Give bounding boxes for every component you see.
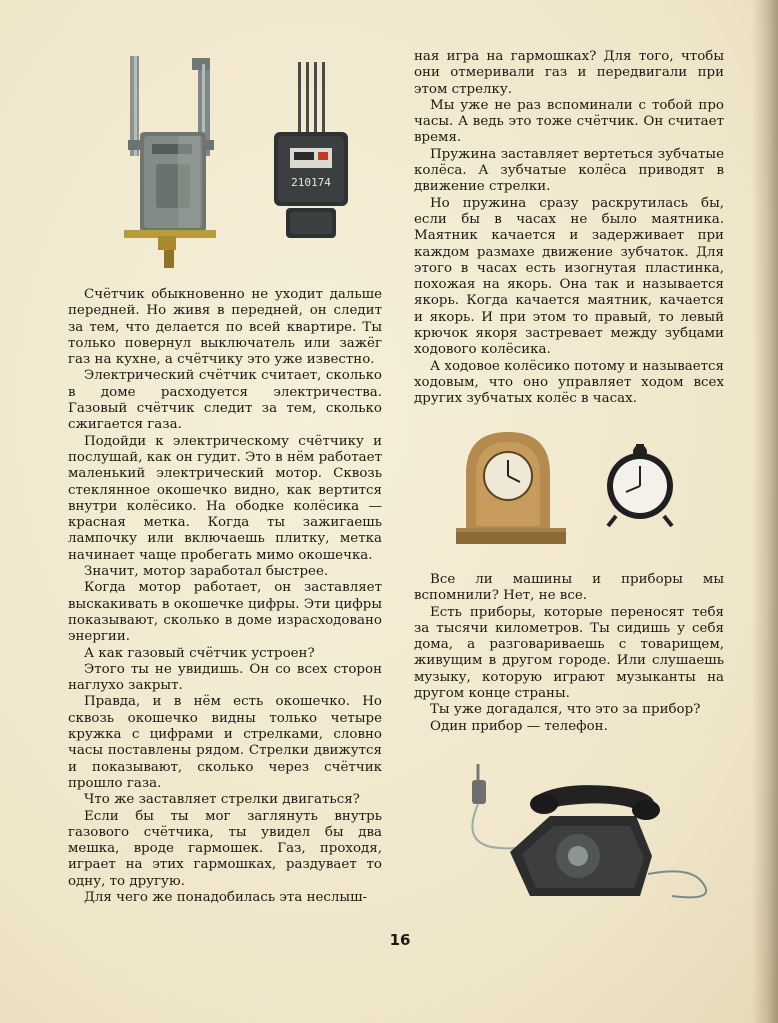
page-spine-shadow bbox=[752, 0, 778, 1023]
paragraph: Все ли машины и приборы мы вспомнили? Нет, не все. bbox=[414, 572, 724, 604]
right-column-top-text bbox=[414, 49, 724, 408]
paragraph: Один прибор — телефон. bbox=[430, 718, 608, 734]
right-column-middle-text bbox=[414, 572, 724, 735]
telephone-illustration bbox=[440, 756, 730, 916]
meter-reading-text: 210174 bbox=[291, 176, 331, 189]
alarm-clock-icon bbox=[607, 444, 673, 526]
paragraph: ная игра на гармошках? Для того, чтобы они отмеривали газ и передвигали при этом стрелку. bbox=[414, 49, 724, 97]
mantel-clock-icon bbox=[456, 432, 566, 544]
paragraph: Есть приборы, которые переносят тебя за тысячи километров. Ты сидишь у себя дома, а разговариваешь с товарищем, живущим в другом городе. Или слушаешь музыку, которую играют музыканты на другом конце страны. bbox=[414, 604, 724, 702]
paragraph: Что же заставляет стрелки двигаться? bbox=[84, 792, 360, 808]
paragraph: Но пружина сразу раскрутилась бы, если бы в часах не было маятника. Маятник качается и задерживает при каждом размахе движение зубчаток. Для этого в часах есть изогнутая пластинка, похожая на якорь. Она так и называется якорь. Когда качается маятник, качается и якорь. И при этом то правый, то левый крючок якоря застревает между зубцами ходового колёсика. bbox=[414, 195, 724, 358]
paragraph: Этого ты не увидишь. Он со всех сторон наглухо закрыт. bbox=[68, 661, 382, 694]
electric-meter-illustration bbox=[268, 62, 354, 242]
paragraph: А ходовое колёсико потому и называется ходовым, что оно управляет ходом всех других зубчатых колёс в часах. bbox=[414, 358, 724, 407]
paragraph: Когда мотор работает, он заставляет выскакивать в окошечке цифры. Эти цифры показывают, сколько в доме израсходовано энергии. bbox=[68, 580, 382, 645]
paragraph: Пружина заставляет вертеться зубчатые колёса. А зубчатые колёса приводят в движение стрелки. bbox=[414, 146, 724, 195]
left-column-text bbox=[68, 287, 382, 906]
paragraph: Значит, мотор заработал быстрее. bbox=[84, 564, 329, 580]
paragraph: Для чего же понадобилась эта неслыш- bbox=[84, 889, 368, 905]
paragraph: Если бы ты мог заглянуть внутрь газового счётчика, ты увидел бы два мешка, вроде гармошек. Газ, проходя, играет на этих гармошках, раздувает то одну, то другую. bbox=[68, 808, 382, 889]
paragraph: Правда, и в нём есть окошечко. Но сквозь окошечко видны только четыре кружка с цифрами и стрелками, словно часы поставлены рядом. Стрелки движутся и показывают, сколько через счётчик прошло газа. bbox=[68, 694, 382, 791]
gas-meter-illustration bbox=[118, 56, 224, 270]
clocks-illustration bbox=[450, 426, 700, 556]
paragraph: Электрический счётчик считает, сколько в доме расходуется электричества. Газовый счётчик следит за тем, сколько сжигается газа. bbox=[68, 368, 382, 433]
page-number: 16 bbox=[389, 931, 411, 949]
paragraph: А как газовый счётчик устроен? bbox=[84, 645, 315, 661]
paragraph: Счётчик обыкновенно не уходит дальше передней. Но живя в передней, он следит за тем, что делается по всей квартире. Ты только повернул выключатель или зажёг газ на кухне, а счётчику это уже известно. bbox=[68, 287, 382, 368]
paragraph: Ты уже догадался, что это за прибор? bbox=[430, 702, 701, 718]
paragraph: Мы уже не раз вспоминали с тобой про часы. А ведь это тоже счётчик. Он считает время. bbox=[414, 97, 724, 146]
paragraph: Подойди к электрическому счётчику и послушай, как он гудит. Это в нём работает маленький электрический мотор. Сквозь стеклянное окошечко видно, как вертится внутри колёсико. На ободке колёсика — красная метка. Когда ты зажигаешь лампочку или включаешь плитку, метка начинает чаще пробегать мимо окошечка. bbox=[68, 433, 382, 563]
telephone-icon bbox=[510, 785, 706, 897]
